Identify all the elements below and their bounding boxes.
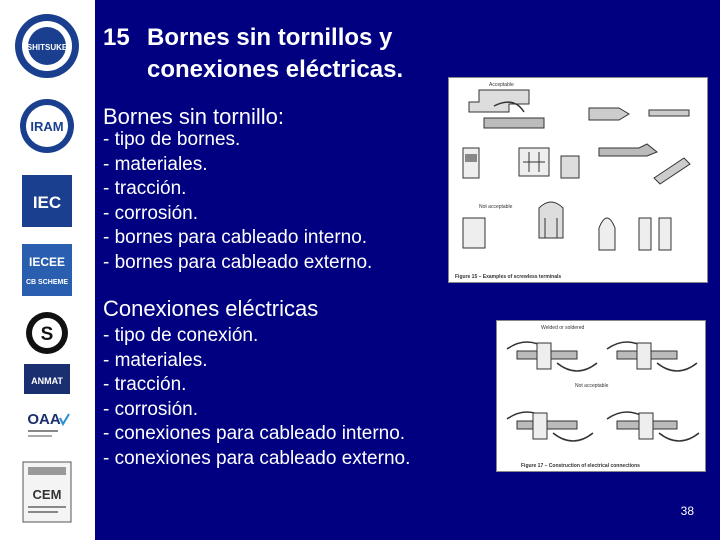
screwless-terminals-figure [448,77,708,283]
list-item: - bornes para cableado interno. [103,227,368,248]
cem-logo-text: CEM [32,487,62,502]
list-item: - conexiones para cableado externo. [103,447,411,469]
section1-list [103,128,372,275]
list-item: - bornes para cableado externo. [103,251,373,273]
figure1-label-not-acceptable: Not acceptable [479,204,513,210]
iecee-logo-text: IECEE [28,255,66,269]
shitsuke-logo-text: SHITSUKE [26,43,68,52]
anmat-logo-text: ANMAT [31,376,63,386]
iec-logo [12,175,82,227]
iecee-logo-subtext: CB SCHEME [25,279,69,286]
slide-title-line2: conexiones eléctricas. [147,56,404,83]
slide-number: 15 [103,24,130,51]
iecee-logo [12,244,82,296]
logo-sidebar [0,0,95,540]
cem-logo [12,460,82,524]
figure1-label-acceptable: Acceptable [489,82,514,88]
list-item: - conexiones para cableado interno. [103,423,406,444]
figure1-caption: Figure 15 – Examples of screwless terminals [455,274,562,280]
connection-drawing [607,412,699,441]
slide-title-line1: Bornes sin tornillos y [147,24,393,51]
list-item: - tracción. [103,374,187,395]
section2-list [103,324,410,471]
list-item: - tracción. [103,178,187,199]
page-number: 38 [680,504,694,518]
iram-logo [12,92,82,160]
list-item: - corrosión. [103,202,199,224]
s-mark-logo-text: S [40,324,54,345]
iram-logo-text: IRAM [30,119,64,134]
electrical-connections-figure [496,320,706,472]
list-item: - materiales. [103,153,208,175]
oaa-logo [12,405,82,445]
connection-drawing [507,412,593,441]
figure2-label-welded: Welded or soldered [541,325,585,331]
iec-logo-text: IEC [32,193,62,212]
section1-heading: Bornes sin tornillo: [103,104,284,129]
oaa-logo-text: OAA [27,411,61,428]
anmat-logo [12,363,82,395]
list-item: - tipo de bornes. [103,129,241,150]
section2-heading: Conexiones eléctricas [103,296,319,321]
list-item: - corrosión. [103,398,199,420]
connection-drawing [507,342,597,371]
shitsuke-logo [12,10,82,82]
slide-title [103,22,403,86]
figure2-caption: Figure 17 – Construction of electrical connections [521,463,640,469]
figure2-label-not-acceptable: Not acceptable [575,383,609,389]
connection-drawing [607,342,697,371]
s-mark-logo [12,308,82,358]
list-item: - materiales. [103,349,208,371]
list-item: - tipo de conexión. [103,325,259,346]
